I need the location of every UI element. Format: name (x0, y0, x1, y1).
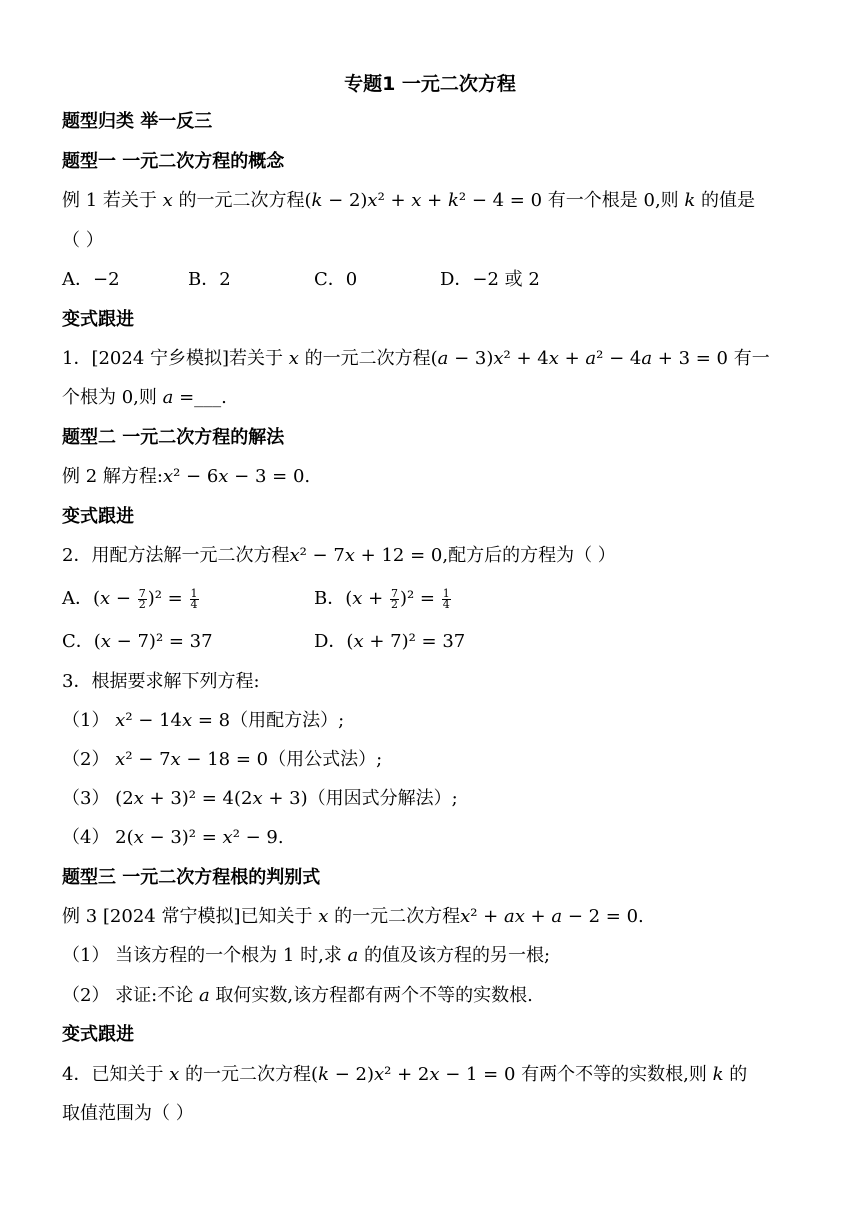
variant2-heading: 变式跟进 (62, 506, 134, 527)
option-a-label: A． (62, 588, 93, 609)
question2-option-c: C．(𝑥 − 7)² = 37 (62, 631, 213, 652)
question3-item-1: （1） 𝑥² − 14𝑥 = 8（用配方法）; (62, 710, 345, 731)
question3-item-2: （2） 𝑥² − 7𝑥 − 18 = 0（用公式法）; (62, 749, 383, 770)
example2-line: 例 2 解方程:𝑥² − 6𝑥 − 3 = 0. (62, 466, 311, 487)
question2-option-b (314, 587, 452, 611)
example3-item-2: （2） 求证:不论 𝑎 取何实数,该方程都有两个不等的实数根. (62, 985, 533, 1006)
question3-item-3: （3） (2𝑥 + 3)² = 4(2𝑥 + 3)（用因式分解法）; (62, 788, 458, 809)
example3-line: 例 3 [2024 常宁模拟]已知关于 𝑥 的一元二次方程𝑥² + 𝑎𝑥 + 𝑎 − 2 = 0. (62, 906, 644, 927)
question4-line2: 取值范围为（ ） (62, 1103, 194, 1124)
fraction-numerator: 7 (138, 586, 146, 600)
variant1-heading: 变式跟进 (62, 309, 134, 330)
option-b-label: B． (314, 588, 346, 609)
question2-option-a (62, 587, 200, 611)
fraction-numerator: 7 (390, 586, 398, 600)
example1-option-a: A．−2 (62, 269, 120, 290)
fraction-denominator: 2 (138, 597, 146, 611)
fraction-denominator: 4 (190, 597, 198, 611)
option-a-fraction (138, 586, 147, 611)
example1-option-b: B．2 (188, 269, 231, 290)
question3-item-4: （4） 2(𝑥 − 3)² = 𝑥² − 9. (62, 827, 284, 848)
page-title: 专题1 一元二次方程 (344, 73, 516, 95)
fraction-numerator: 1 (190, 586, 198, 600)
question1-line2: 个根为 0,则 𝑎 =___. (62, 387, 227, 408)
question4-line1: 4．已知关于 𝑥 的一元二次方程(𝑘 − 2)𝑥² + 2𝑥 − 1 = 0 有两个不等的实数根,则 𝑘 的 (62, 1064, 748, 1085)
question2-option-d: D．(𝑥 + 7)² = 37 (314, 631, 466, 652)
fraction-denominator: 2 (390, 597, 398, 611)
example1-option-d: D．−2 或 2 (440, 269, 540, 290)
section-summary-heading: 题型归类 举一反三 (62, 111, 213, 132)
option-b-post: )² = (399, 588, 435, 609)
option-a-rhs-fraction (190, 586, 199, 611)
type2-heading: 题型二 一元二次方程的解法 (62, 427, 285, 448)
example3-item-1: （1） 当该方程的一个根为 1 时,求 𝑎 的值及该方程的另一根; (62, 945, 551, 966)
type1-heading: 题型一 一元二次方程的概念 (62, 151, 285, 172)
option-a-post: )² = (147, 588, 183, 609)
fraction-numerator: 1 (442, 586, 450, 600)
example1-line1: 例 1 若关于 𝑥 的一元二次方程(𝑘 − 2)𝑥² + 𝑥 + 𝑘² − 4 = 0 有一个根是 0,则 𝑘 的值是 (62, 190, 756, 211)
example1-option-c: C．0 (314, 269, 358, 290)
fraction-denominator: 4 (442, 597, 450, 611)
option-b-fraction (390, 586, 399, 611)
question3-line: 3．根据要求解下列方程: (62, 671, 260, 692)
type3-heading: 题型三 一元二次方程根的判别式 (62, 867, 321, 888)
option-a-pre: (𝑥 − (93, 588, 131, 609)
question1-line1: 1．[2024 宁乡模拟]若关于 𝑥 的一元二次方程(𝑎 − 3)𝑥² + 4𝑥 + 𝑎² − 4𝑎 + 3 = 0 有一 (62, 348, 770, 369)
option-b-rhs-fraction (442, 586, 451, 611)
question2-line: 2．用配方法解一元二次方程𝑥² − 7𝑥 + 12 = 0,配方后的方程为（ ） (62, 545, 616, 566)
option-b-pre: (𝑥 + (345, 588, 384, 609)
example1-line2: （ ） (62, 230, 104, 251)
variant3-heading: 变式跟进 (62, 1024, 134, 1045)
